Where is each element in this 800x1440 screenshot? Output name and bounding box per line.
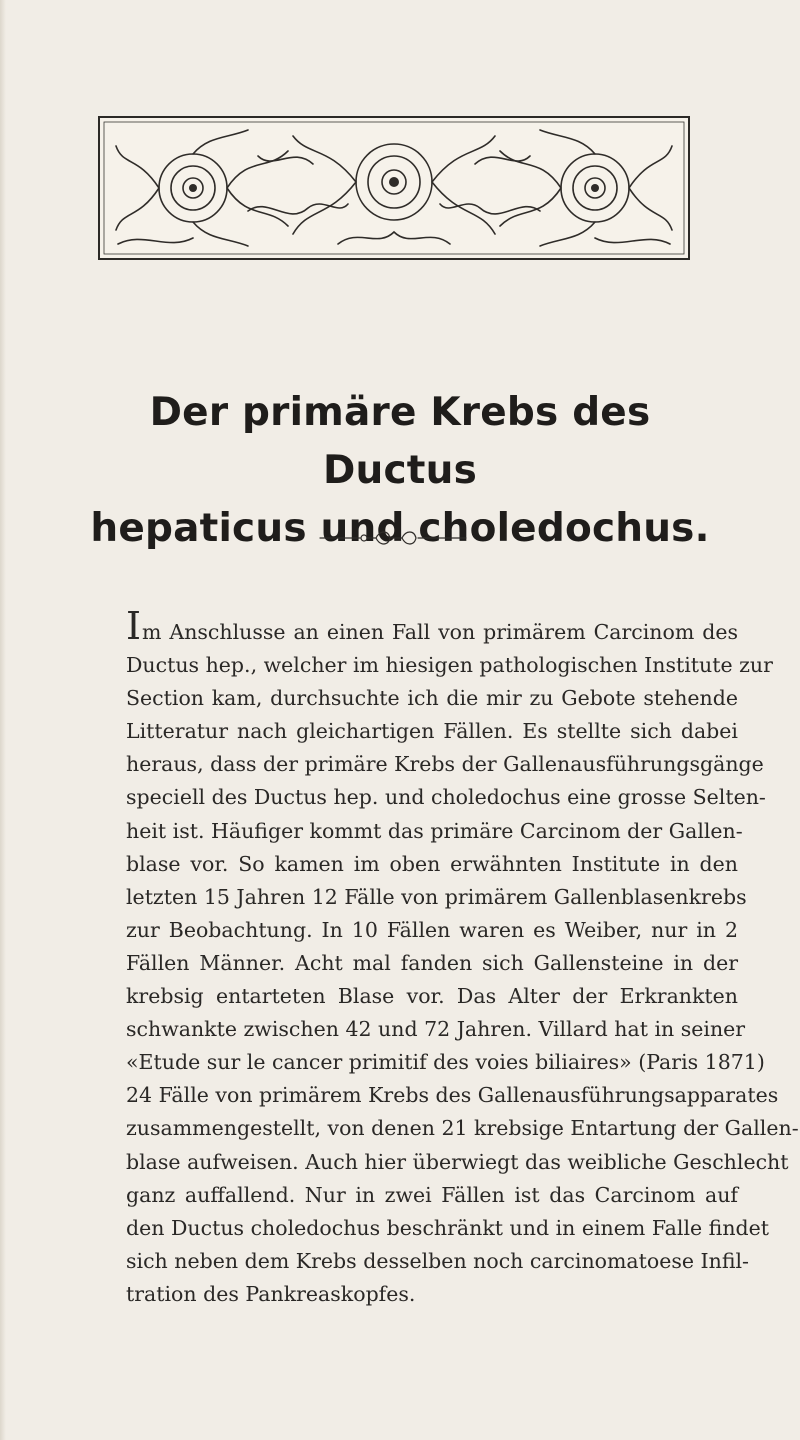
floral-scroll-banner-icon (98, 116, 690, 260)
title-line-1: Der primäre Krebs des Ductus (149, 390, 651, 493)
drop-cap: I (126, 604, 143, 648)
body-line: schwankte zwischen 42 und 72 Jahren. Villard hat in seiner (126, 1017, 746, 1042)
page-edge-shadow (0, 0, 6, 1440)
body-line: ganz auffallend. Nur in zwei Fällen ist das Carcinom auf (126, 1182, 738, 1207)
body-line-last: tration des Pankreaskopfes. (126, 1281, 416, 1306)
body-line: zusammengestellt, von denen 21 krebsige Entartung der Gallen- (126, 1116, 799, 1141)
body-line: blase vor. So kamen im oben erwähnten Institute in den (126, 851, 738, 876)
body-line: Litteratur nach gleichartigen Fällen. Es stellte sich dabei (126, 719, 738, 744)
body-line: Section kam, durchsuchte ich die mir zu Gebote stehende (126, 686, 738, 711)
body-line: sich neben dem Krebs desselben noch carcinomatoese Infil- (126, 1248, 749, 1273)
body-line: zur Beobachtung. In 10 Fällen waren es Weiber, nur in 2 (126, 917, 738, 942)
body-line: Fällen Männer. Acht mal fanden sich Gallensteine in der (126, 950, 738, 975)
body-line: Ductus hep., welcher im hiesigen pathologischen Institute zur (126, 653, 773, 678)
body-line: heit ist. Häufiger kommt das primäre Carcinom der Gallen- (126, 818, 743, 843)
body-line: «Etude sur le cancer primitif des voies biliaires» (Paris 1871) (126, 1050, 765, 1075)
body-paragraph (126, 604, 799, 1311)
body-line-1 (126, 604, 738, 649)
body-line: speciell des Ductus hep. und choledochus eine grosse Selten- (126, 785, 766, 810)
body-line: 24 Fälle von primärem Krebs des Gallenausführungsapparates (126, 1083, 779, 1108)
fleuron-divider-icon (318, 526, 468, 550)
first-line-text: m Anschlusse an einen Fall von primärem Carcinom des (142, 620, 738, 644)
body-line: letzten 15 Jahren 12 Fälle von primärem Gallenblasenkrebs (126, 884, 747, 909)
body-line: den Ductus choledochus beschränkt und in einem Falle findet (126, 1215, 770, 1240)
body-line: heraus, dass der primäre Krebs der Gallenausführungsgänge (126, 752, 764, 777)
body-line: blase aufweisen. Auch hier überwiegt das weibliche Geschlecht (126, 1149, 789, 1174)
body-line: krebsig entarteten Blase vor. Das Alter der Erkrankten (126, 984, 738, 1009)
title-line-2: hepaticus und choledochus. (90, 506, 710, 551)
